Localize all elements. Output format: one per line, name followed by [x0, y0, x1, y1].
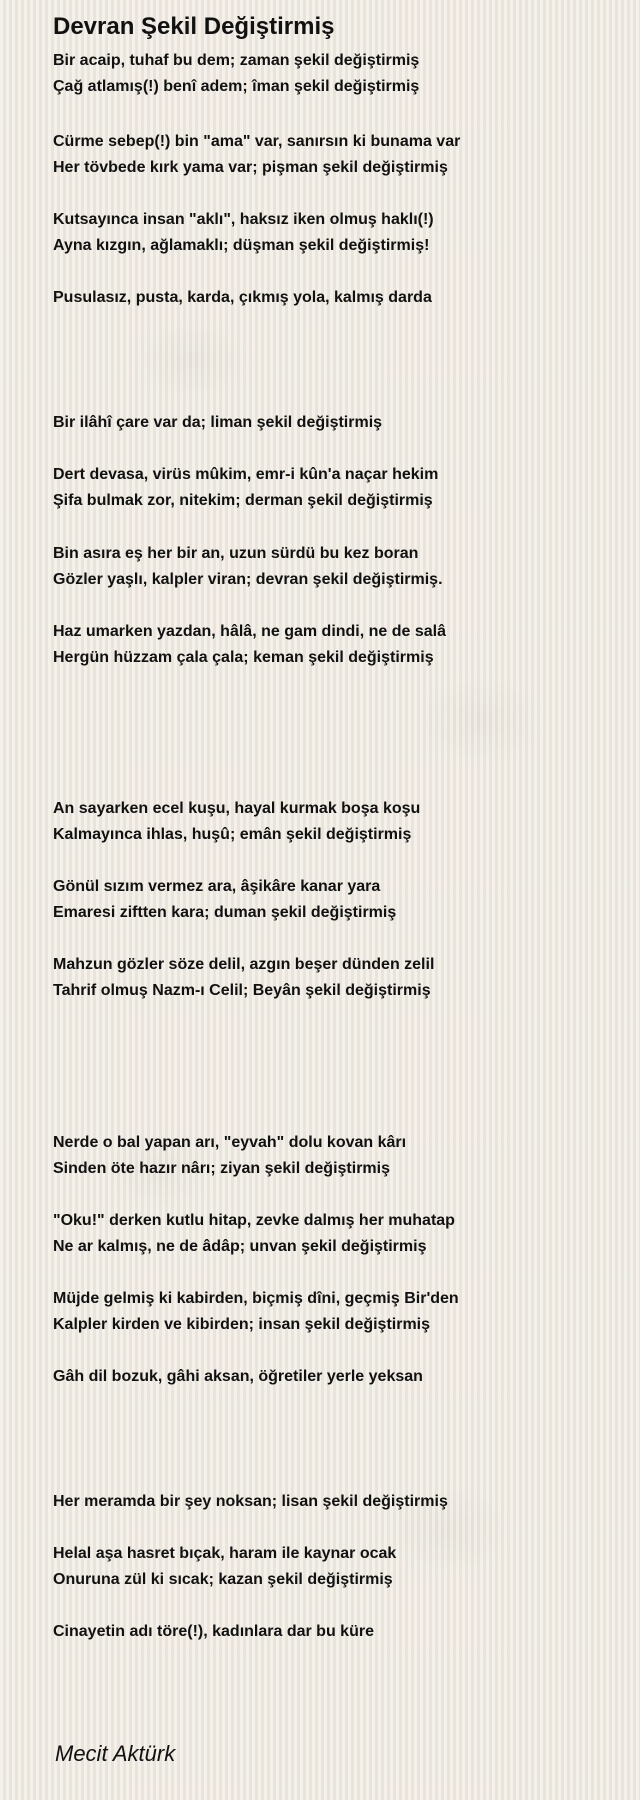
poem-author: Mecit Aktürk: [55, 1741, 176, 1766]
poem-line: Her tövbede kırk yama var; pişman şekil değiştirmiş: [53, 159, 448, 176]
poem-line: Sinden öte hazır nârı; ziyan şekil değiştirmiş: [53, 1160, 390, 1177]
poem-line: Bir ilâhî çare var da; liman şekil değiştirmiş: [53, 414, 383, 431]
poem-line: Müjde gelmiş ki kabirden, biçmiş dîni, geçmiş Bir'den: [53, 1290, 459, 1307]
poem-line: Cinayetin adı töre(!), kadınlara dar bu küre: [53, 1623, 374, 1640]
poem-line: Gönül sızım vermez ara, âşikâre kanar yara: [53, 878, 381, 895]
poem-line: Kalmayınca ihlas, huşû; emân şekil değiştirmiş: [53, 826, 412, 843]
poem-line: Gâh dil bozuk, gâhi aksan, öğretiler yerle yeksan: [53, 1368, 423, 1385]
poem-line: Ayna kızgın, ağlamaklı; düşman şekil değiştirmiş!: [53, 237, 430, 254]
poem-line: Bin asıra eş her bir an, uzun sürdü bu kez boran: [53, 545, 419, 562]
poem-line: Gözler yaşlı, kalpler viran; devran şekil değiştirmiş.: [53, 571, 443, 588]
poem-line: Nerde o bal yapan arı, "eyvah" dolu kovan kârı: [53, 1134, 407, 1151]
poem-line: Her meramda bir şey noksan; lisan şekil değiştirmiş: [53, 1493, 448, 1510]
poem-line: Tahrif olmuş Nazm-ı Celil; Beyân şekil değiştirmiş: [53, 982, 431, 999]
poem-line: Dert devasa, virüs mûkim, emr-i kûn'a naçar hekim: [53, 466, 439, 483]
poem-line: Çağ atlamış(!) benî adem; îman şekil değiştirmiş: [53, 78, 420, 95]
poem-line: Bir acaip, tuhaf bu dem; zaman şekil değiştirmiş: [53, 52, 420, 69]
poem-line: Şifa bulmak zor, nitekim; derman şekil değiştirmiş: [53, 492, 433, 509]
poem-line: Pusulasız, pusta, karda, çıkmış yola, kalmış darda: [53, 289, 432, 306]
poem-line: Mahzun gözler söze delil, azgın beşer dünden zelil: [53, 956, 435, 973]
poem-title: Devran Şekil Değiştirmiş: [53, 13, 335, 40]
poem-line: Haz umarken yazdan, hâlâ, ne gam dindi, ne de salâ: [53, 623, 447, 640]
poem-line: Hergün hüzzam çala çala; keman şekil değiştirmiş: [53, 649, 434, 666]
poem-line: Helal aşa hasret bıçak, haram ile kaynar ocak: [53, 1545, 397, 1562]
poem-line: Cürme sebep(!) bin "ama" var, sanırsın ki bunama var: [53, 133, 461, 150]
poem-line: Emaresi ziftten kara; duman şekil değiştirmiş: [53, 904, 397, 921]
poem-line: Onuruna zül ki sıcak; kazan şekil değiştirmiş: [53, 1571, 393, 1588]
poem-line: An sayarken ecel kuşu, hayal kurmak boşa koşu: [53, 800, 421, 817]
poem-line: Ne ar kalmış, ne de âdâp; unvan şekil değiştirmiş: [53, 1238, 427, 1255]
poem-line: "Oku!" derken kutlu hitap, zevke dalmış her muhatap: [53, 1212, 455, 1229]
poem-line: Kalpler kirden ve kibirden; insan şekil değiştirmiş: [53, 1316, 431, 1333]
poem-line: Kutsayınca insan "aklı", haksız iken olmuş haklı(!): [53, 211, 434, 228]
